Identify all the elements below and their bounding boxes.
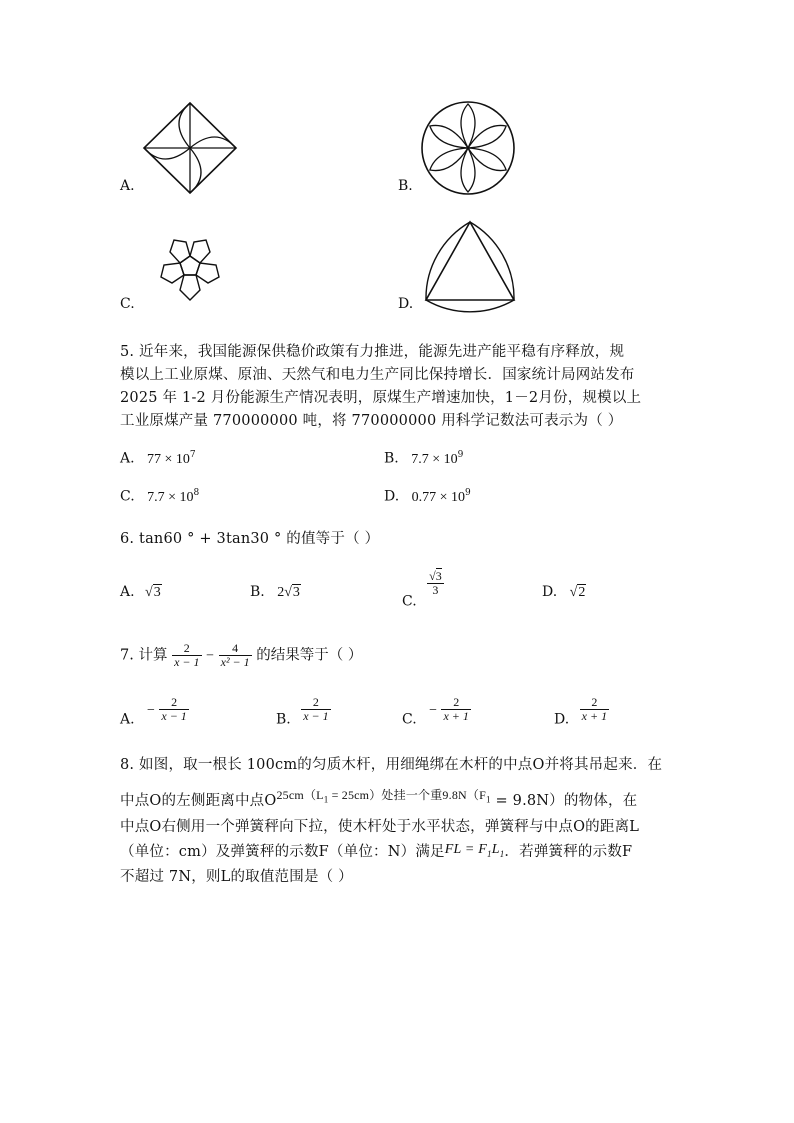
- q7-option-d[interactable]: D. $\frac{2}{x + 1}$: [554, 695, 608, 728]
- q5-stem-line4: 工业原煤产量 770000000 吨，将 770000000 用科学记数法可表示为（ ）: [120, 413, 623, 429]
- q5-stem-line2: 模以上工业原煤、原油、天然气和电力生产同比保持增长．国家统计局网站发布: [120, 367, 635, 383]
- q8-stem-line5: 不超过 7N，则L的取值范围是（ ）: [120, 869, 353, 885]
- q5-option-a[interactable]: A. $77 \times 10^7$: [120, 450, 196, 467]
- q5-option-d[interactable]: D. $0.77 \times 10^9$: [384, 488, 471, 505]
- q5-option-a-coef: 77 × 10: [147, 451, 190, 467]
- q6-option-a[interactable]: A. √3: [120, 584, 161, 600]
- q8-stem-line4: （单位：cm）及弹簧秤的示数F（单位：N）满足FL = $F_1L_1$．若弹簧秤的示数F: [120, 842, 633, 860]
- q5-stem-line3: 2025 年 1-2 月份能源生产情况表明，原煤生产增速加快，1－2月份，规模以上: [120, 390, 642, 406]
- q6-option-d[interactable]: D. √2: [542, 584, 586, 600]
- q4-option-b[interactable]: B.: [398, 178, 413, 194]
- q7-option-a[interactable]: A. − $\frac{2}{x - 1}$: [120, 695, 187, 728]
- q5-stem-line1: 5. 近年来，我国能源保供稳价政策有力推进，能源先进产能平稳有序释放，规: [120, 344, 625, 360]
- q8-stem-line3: 中点O右侧用一个弹簧秤向下拉，使木杆处于水平状态，弹簧秤与中点O的距离L: [120, 819, 640, 835]
- q5-option-c-coef: 7.7 × 10: [147, 489, 194, 505]
- q6-option-c[interactable]: C. $\frac{√3}{3}$: [402, 569, 442, 610]
- q4-option-c[interactable]: C.: [120, 296, 135, 312]
- q6-option-b[interactable]: B. 2√3: [250, 584, 300, 600]
- figure-a-square-arcs: [140, 100, 240, 195]
- q6-stem: 6. tan60 ° + 3tan30 ° 的值等于（ ）: [120, 531, 380, 547]
- q4-option-a[interactable]: A.: [120, 178, 135, 194]
- figure-c-pentagons: [142, 220, 238, 312]
- q5-option-c[interactable]: C. $7.7 \times 10^8$: [120, 488, 200, 505]
- q5-option-b[interactable]: B. $7.7 \times 10^9$: [384, 450, 464, 467]
- figure-b-circle-flower: [420, 100, 516, 196]
- q5-option-d-coef: 0.77 × 10: [411, 489, 466, 505]
- figure-d-reuleaux-triangle: [422, 218, 518, 308]
- q4-option-d[interactable]: D.: [398, 296, 414, 312]
- q8-stem-line2: 中点O的左侧距离中点$O^{25cm(L_1 = 25cm)处挂一个重9.8N(F_1} = 9.8N$）的物体，在: [120, 788, 638, 809]
- q5-option-b-coef: 7.7 × 10: [411, 451, 458, 467]
- q8-stem-line1: 8. 如图，取一根长 100cm的匀质木杆，用细绳绑在木杆的中点O并将其吊起来．在: [120, 757, 663, 773]
- q7-stem: 7. 计算 $\frac{2}{x - 1}$ − $\frac{4}{\text{x² − 1}}$ 的结果等于（ ）: [120, 641, 363, 669]
- q7-option-b[interactable]: B. $\frac{2}{x - 1}$: [276, 695, 329, 728]
- q7-option-c[interactable]: C. − $\frac{2}{x + 1}$: [402, 695, 469, 728]
